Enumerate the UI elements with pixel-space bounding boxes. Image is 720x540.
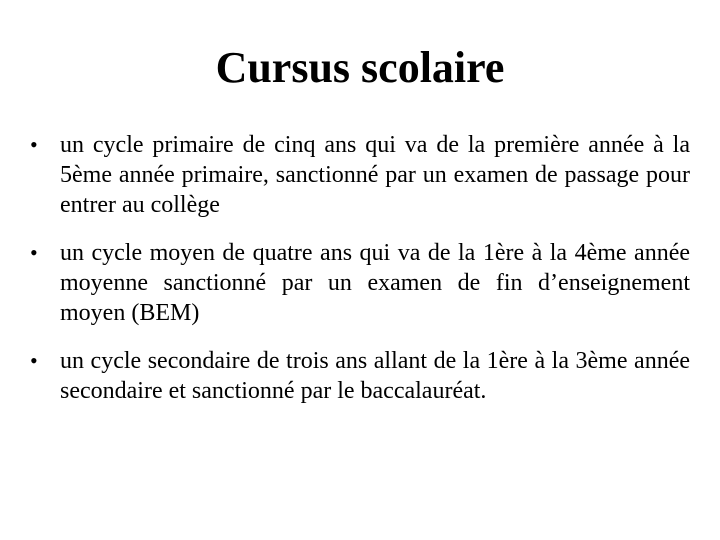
bullet-icon: • xyxy=(30,240,38,265)
bullet-text-primary-cycle: un cycle primaire de cinq ans qui va de la première année à la 5ème année primaire, sanctionné par un examen de passage pour entrer au collège xyxy=(60,132,690,218)
list-item xyxy=(30,238,690,328)
slide-title: Cursus scolaire xyxy=(215,43,505,92)
bullet-icon: • xyxy=(30,348,38,373)
bullet-list xyxy=(30,130,690,424)
bullet-icon: • xyxy=(30,132,38,157)
list-item xyxy=(30,346,690,406)
bullet-text-middle-cycle: un cycle moyen de quatre ans qui va de la 1ère à la 4ème année moyenne sanctionné par un examen de fin d’enseignement moyen (BEM) xyxy=(60,240,690,326)
bullet-text-secondary-cycle: un cycle secondaire de trois ans allant de la 1ère à la 3ème année secondaire et sanctionné par le baccalauréat. xyxy=(60,348,690,404)
list-item xyxy=(30,130,690,220)
